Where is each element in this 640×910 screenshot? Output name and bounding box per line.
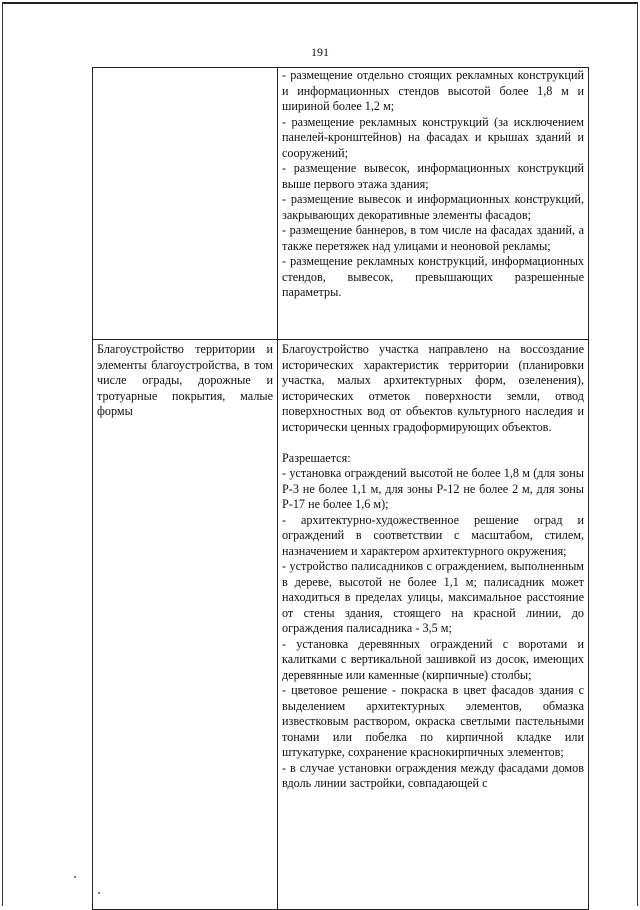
scan-frame-left [2,2,3,906]
page-number: 191 [311,45,329,59]
list-item: - размещение отдельно стоящих рекламных конструкций и информационных стендов высотой более 1,8 м и шириной более 1,2 м; [282,68,584,113]
allowed-heading: Разрешается: [282,450,351,465]
table-row [93,68,589,340]
list-item: - устройство палисадников с ограждением, выполненным в дереве, высотой не более 1,1 м; палисадник может находиться в пределах улицы, максимальное расстояние от стены здания, стоящего на красной линии, до ограждения палисадника - 3,5 м; [282,559,584,635]
list-item: - размещение вывесок, информационных конструкций выше первого этажа здания; [282,161,584,191]
scan-frame-right [637,2,638,906]
list-item: - размещение вывесок и информационных конструкций, закрывающих декоративные элементы фасадов; [282,192,584,222]
list-item: - в случае установки ограждения между фасадами домов вдоль линии застройки, совпадающей с [282,760,584,790]
list-item: - размещение баннеров, в том числе на фасадах зданий, а также перетяжек над улицами и неоновой рекламы; [282,223,584,253]
list-item: - размещение рекламных конструкций (за исключением панелей-кронштейнов) на фасадах и крышах зданий и сооружений; [282,114,584,160]
paragraph-gap [282,435,584,451]
table-cell-right [278,340,589,910]
list-item: - установка ограждений высотой не более 1,8 м (для зоны Р-3 не более 1,1 м, для зоны Р-12 не более 2 м, для зоны Р-17 не более 1,6 м); [282,466,584,511]
table-cell-left: Благоустройство территории и элементы благоустройства, в том числе ограды, дорожные и тротуарные покрытия, малые формы [93,340,278,910]
table-cell-left [93,68,278,340]
table-row [93,340,589,910]
regulations-table [92,67,589,910]
list-item: - установка деревянных ограждений с воротами и калитками с вертикальной зашивкой из досок, имеющих деревянные или каменные (кирпичные) столбы; [282,636,584,682]
scan-frame-top [2,2,638,4]
scan-speck [98,892,100,894]
table-cell-right [278,68,589,340]
list-item: - цветовое решение - покраска в цвет фасадов здания с выделением архитектурных элементов, обмазка известковым раствором, окраска светлыми пастельными тонами или побелка по кирпичной кладке или штукатурке, сохранение краснокирпичных элементов; [282,683,584,759]
list-item: - архитектурно-художественное решение оград и ограждений в соответствии с масштабом, стилем, назначением и характером архитектурного окружения; [282,512,584,558]
paragraph-intro: Благоустройство участка направлено на воссоздание исторических характеристик территории (планировки участка, малых архитектурных форм, озеленения), исторических отметок поверхности земли, отвод поверхностных вод от объектов культурного наследия и исторически ценных градоформирующих объектов. [282,342,584,434]
scan-speck [74,876,76,878]
list-item: - размещение рекламных конструкций, информационных стендов, вывесок, превышающих разрешенные параметры. [282,254,584,299]
